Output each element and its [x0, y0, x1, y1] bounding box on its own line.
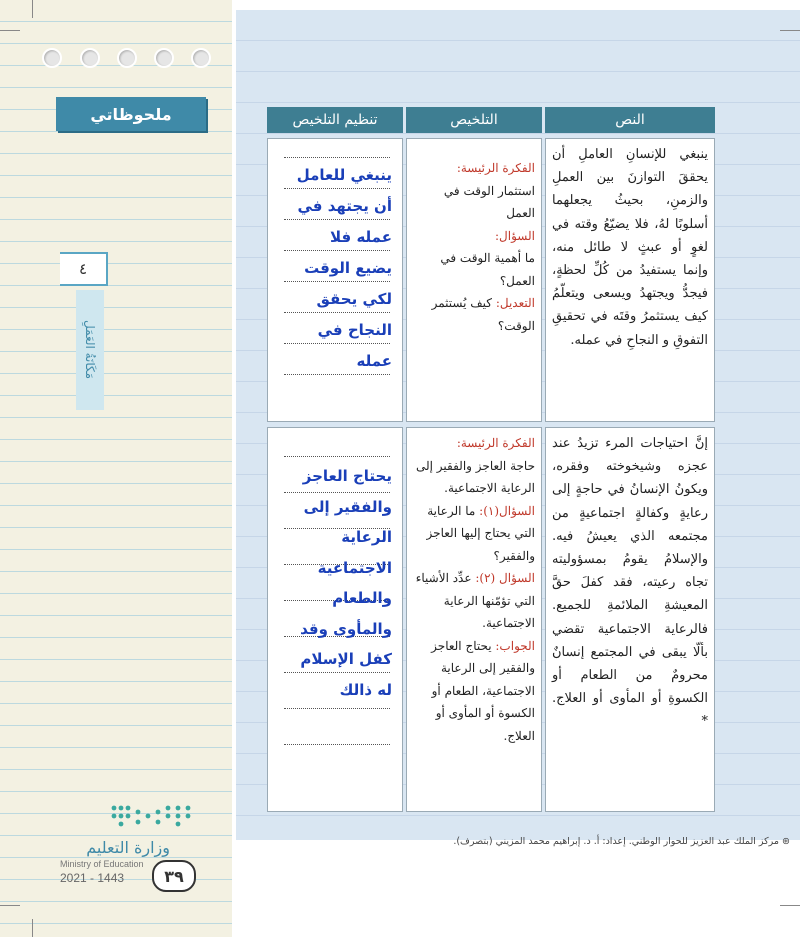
row2-text-cell [545, 427, 715, 812]
notebook-margin [0, 0, 232, 937]
writing-line [284, 744, 390, 745]
crop-mark [780, 905, 800, 906]
row1-main-idea-label: الفكرة الرئيسة: [456, 161, 535, 175]
writing-line [284, 708, 390, 709]
answer-line: ينبغي للعامل [296, 166, 392, 184]
row2-organize-cell[interactable] [267, 427, 403, 812]
answer-line: الاجتماعية [317, 558, 392, 577]
answer-line: يضيع الوقت [304, 259, 392, 277]
row1-question-label: السؤال: [495, 228, 535, 243]
row2-q1-label: السؤال(١): [479, 503, 535, 518]
crop-mark [0, 905, 20, 906]
page-number: ٣٩ [152, 860, 196, 892]
ministry-logo-icon [108, 800, 194, 830]
edition-year: 2021 - 1443 [60, 871, 125, 885]
row1-question: ما أهمية الوقت في العمل؟ [440, 251, 535, 288]
row2-summary-cell [406, 427, 542, 812]
ministry-name-ar: وزارة التعليم [86, 838, 170, 857]
answer-line: والمأوى وقد [300, 619, 392, 638]
crop-mark [0, 30, 20, 31]
answer-line: يحتاج العاجز [302, 467, 392, 485]
row1-handwritten-answer [272, 160, 392, 377]
binder-hole-icon [80, 48, 100, 68]
answer-line: عمله [356, 352, 392, 370]
header-text: النص [545, 107, 715, 133]
binder-hole-icon [154, 48, 174, 68]
writing-line [284, 157, 390, 158]
crop-mark [780, 30, 800, 31]
notes-tab: ملحوظاتي [56, 97, 206, 131]
row2-text: إنَّ احتياجات المرء تزيدُ عند عجزه وشيخوخته وفقره، ويكونُ الإنسانُ في حاجةٍ إلى رعايةٍ وكفالةٍ اجتماعيةٍ من مجتمعه الذي يعيشُ فيه. والإسلامُ يقومُ بمسؤوليته تجاه رعيته، فقد كفلَ حقَّ المعيشةِ الملائمةِ للجميع. فالرعاية الاجتماعية تقضي بألّا يبقى في المجتمع إنسانٌ محرومٌ من الطعام أو الكسوةِ أو المأوى أو العلاج. * [552, 436, 708, 730]
row1-text-cell [545, 138, 715, 422]
header-organize: تنظيم التلخيص [267, 107, 403, 133]
row1-edit: كيف يُستثمر الوقت؟ [431, 296, 535, 333]
footnote: ⊛ مركز الملك عبد العزيز للحوار الوطني. إعداد: أ. د. إبراهيم محمد المزيني (بتصرف). [453, 836, 790, 847]
row2-q2: عدِّد الأشياء التي تؤمّنها الرعاية الاجتماعية. [415, 571, 535, 630]
answer-line: الرعاية [341, 528, 392, 546]
row2-main-idea-label: الفكرة الرئيسة: [456, 436, 535, 450]
answer-line: أن يجتهد في [297, 197, 392, 215]
row1-organize-cell[interactable] [267, 138, 403, 422]
header-summary: التلخيص [406, 107, 542, 133]
crop-mark [32, 919, 33, 937]
crop-mark [32, 0, 33, 18]
answer-line: لكي يحقق [316, 290, 392, 308]
answer-line: عمله فلا [330, 228, 392, 246]
unit-number: ٤ [60, 252, 108, 286]
unit-title: مَكَانَةُ العَمَلِ [76, 290, 104, 410]
answer-line: له ذالك [339, 680, 392, 699]
answer-line: والطعام [332, 589, 392, 607]
row1-text: ينبغي للإنسانِ العاملِ أن يحققَ التوازنَ بين العملِ والزمنِ، بحيثُ يجعلهما أسلوبًا لهُ، فلا يضيّعُ وقته في لغوٍ أو عبثٍ لا طائل منه، وإنما يستفيدُ من كُلِّ لحظةٍ، فيجدُّ ويجتهدُ ويسعى ويتعلّمُ كيف يستثمرُ وقتَه في تحقيقِ التفوقِ و النجاحِ في عمله. [552, 147, 708, 348]
row2-answer-label: الجواب: [495, 638, 535, 653]
answer-line: كفل الإسلام [300, 650, 392, 668]
row2-main-idea: حاجة العاجز والفقير إلى الرعاية الاجتماعية. [415, 458, 535, 495]
answer-line: والفقير إلى [303, 497, 392, 516]
row1-summary-cell [406, 138, 542, 422]
writing-line [284, 456, 390, 457]
binder-hole-icon [117, 48, 137, 68]
answer-line: النجاح في [317, 321, 392, 339]
row2-q1: ما الرعاية التي يحتاج إليها العاجز والفقير؟ [426, 503, 535, 563]
binder-hole-icon [191, 48, 211, 68]
ministry-name-en: Ministry of Education [60, 859, 144, 869]
row1-main-idea: استثمار الوقت في العمل [443, 183, 535, 220]
row2-answer: يحتاج العاجز والفقير إلى الرعاية الاجتماعية، الطعام أو الكسوة أو المأوى أو العلاج. [431, 638, 535, 743]
row2-handwritten-answer [272, 461, 392, 705]
row1-edit-label: التعديل: [495, 296, 535, 310]
binder-hole-icon [42, 48, 62, 68]
row2-q2-label: السؤال (٢): [475, 571, 535, 585]
